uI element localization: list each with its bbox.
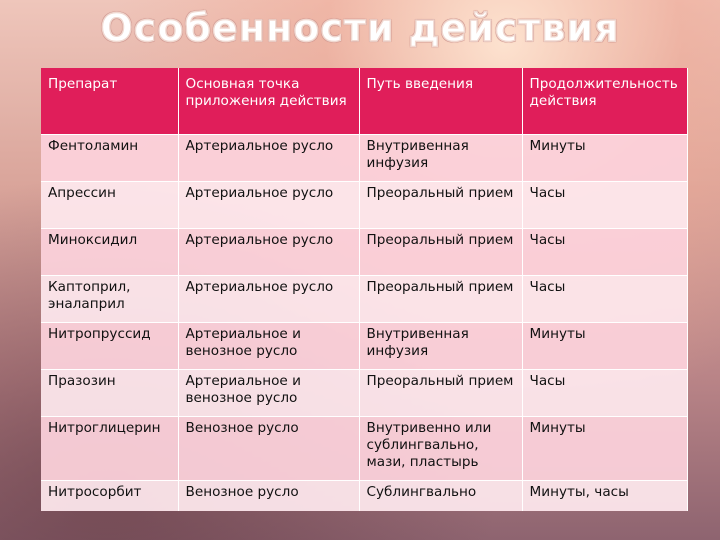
cell-site: Артериальное русло [178,229,359,276]
slide-title: Особенности действия [100,6,620,50]
cell-duration: Часы [522,182,687,229]
cell-duration: Часы [522,229,687,276]
cell-drug: Нитропруссид [41,323,178,370]
table-header-row [41,68,687,135]
cell-duration: Часы [522,276,687,323]
table-row [41,481,687,512]
drug-table [41,68,688,511]
cell-site: Артериальное русло [178,276,359,323]
cell-drug: Апрессин [41,182,178,229]
cell-site: Артериальное русло [178,135,359,182]
cell-route: Преоральный прием [359,182,522,229]
cell-duration: Минуты [522,323,687,370]
header-site: Основная точка приложения действия [178,68,359,135]
cell-drug: Нитросорбит [41,481,178,512]
cell-duration: Минуты, часы [522,481,687,512]
table-row [41,135,687,182]
table-row [41,323,687,370]
table-row [41,276,687,323]
cell-drug: Нитроглицерин [41,417,178,481]
cell-site: Артериальное и венозное русло [178,323,359,370]
cell-route: Преоральный прием [359,276,522,323]
cell-route: Внутривенно или сублингвально, мази, пластырь [359,417,522,481]
cell-site: Венозное русло [178,417,359,481]
cell-route: Преоральный прием [359,370,522,417]
cell-route: Внутривенная инфузия [359,135,522,182]
cell-site: Венозное русло [178,481,359,512]
table-row [41,182,687,229]
table-row [41,417,687,481]
cell-route: Внутривенная инфузия [359,323,522,370]
header-route: Путь введения [359,68,522,135]
cell-site: Артериальное русло [178,182,359,229]
cell-route: Сублингвально [359,481,522,512]
cell-duration: Минуты [522,417,687,481]
header-drug: Препарат [41,68,178,135]
header-duration: Продолжительность действия [522,68,687,135]
cell-drug: Миноксидил [41,229,178,276]
table-row [41,370,687,417]
cell-site: Артериальное и венозное русло [178,370,359,417]
cell-drug: Празозин [41,370,178,417]
cell-duration: Минуты [522,135,687,182]
cell-route: Преоральный прием [359,229,522,276]
cell-duration: Часы [522,370,687,417]
cell-drug: Фентоламин [41,135,178,182]
cell-drug: Каптоприл, эналаприл [41,276,178,323]
table-row [41,229,687,276]
